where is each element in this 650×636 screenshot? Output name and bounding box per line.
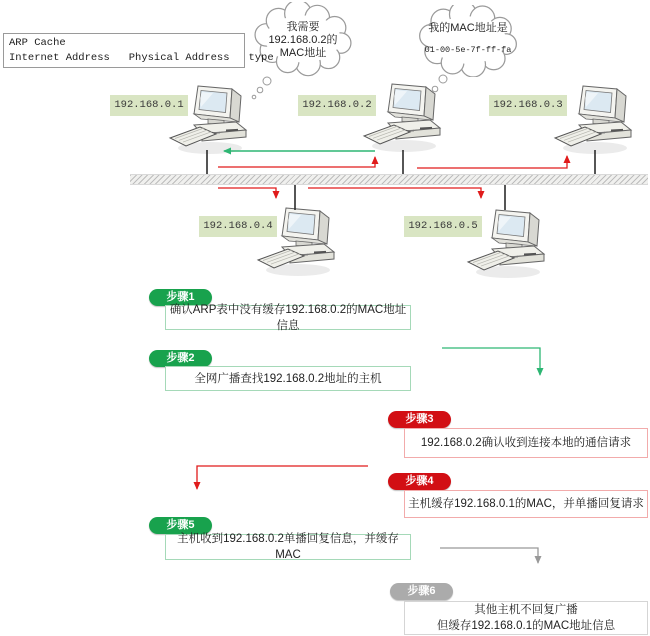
step2-badge: 步骤2	[149, 350, 212, 367]
thought-host1-line2: 192.168.0.2的	[268, 34, 338, 46]
step2-box	[165, 366, 411, 391]
step6-box	[404, 601, 648, 635]
network-bus	[130, 174, 648, 185]
step6-text-line1: 其他主机不回复广播	[474, 604, 578, 616]
arrow-broadcast-to-host3	[417, 156, 567, 168]
thought-text-host2	[418, 22, 518, 57]
step1-box	[165, 305, 411, 330]
step1-text: 确认ARP表中没有缓存192.168.0.2的MAC地址信息	[169, 303, 407, 332]
arrow-step4-to-step5	[197, 466, 368, 489]
step3-badge: 步骤3	[388, 411, 451, 428]
arp-cache-headers: Internet Address Physical Address type	[9, 52, 274, 64]
arp-cache-title: ARP Cache	[9, 37, 66, 49]
thought-host2-mac: 01-00-5e-7f-ff-fa	[424, 45, 512, 55]
step5-box	[165, 534, 411, 560]
ip-label-host2: 192.168.0.2	[298, 95, 376, 116]
thought-host1-line1: 我需要	[286, 21, 320, 33]
ip-label-host5: 192.168.0.5	[404, 216, 482, 237]
step6-badge: 步骤6	[390, 583, 453, 600]
step2-text: 全网广播查找192.168.0.2地址的主机	[194, 372, 382, 385]
arrow-broadcast-to-host4	[218, 188, 276, 198]
arrow-broadcast-to-host2	[218, 157, 375, 167]
ip-label-host3: 192.168.0.3	[489, 95, 567, 116]
step4-box	[404, 490, 648, 518]
ip-label-host4: 192.168.0.4	[199, 216, 277, 237]
arrow-step5-to-step6	[440, 548, 538, 563]
arp-cache-box	[3, 33, 274, 68]
step1-badge: 步骤1	[149, 289, 212, 306]
step4-text: 主机缓存192.168.0.1的MAC，并单播回复请求	[408, 498, 644, 510]
step5-text: 主机收到192.168.0.2单播回复信息，并缓存MAC	[177, 533, 399, 561]
ip-label-host1: 192.168.0.1	[110, 95, 188, 116]
step5-badge: 步骤5	[149, 517, 212, 534]
arrow-step2-to-step3	[442, 348, 540, 375]
step4-badge: 步骤4	[388, 473, 451, 490]
arrow-broadcast-to-host5	[308, 188, 481, 198]
step3-box	[404, 428, 648, 458]
thought-text-host1	[255, 21, 351, 60]
thought-host2-line1: 我的MAC地址是	[428, 22, 508, 34]
step6-text-line2: 但缓存192.168.0.1的MAC地址信息	[436, 620, 616, 632]
step3-text: 192.168.0.2确认收到连接本地的通信请求	[420, 437, 632, 449]
thought-host1-line3: MAC地址	[279, 47, 327, 59]
thought-trail-host1	[252, 77, 271, 99]
